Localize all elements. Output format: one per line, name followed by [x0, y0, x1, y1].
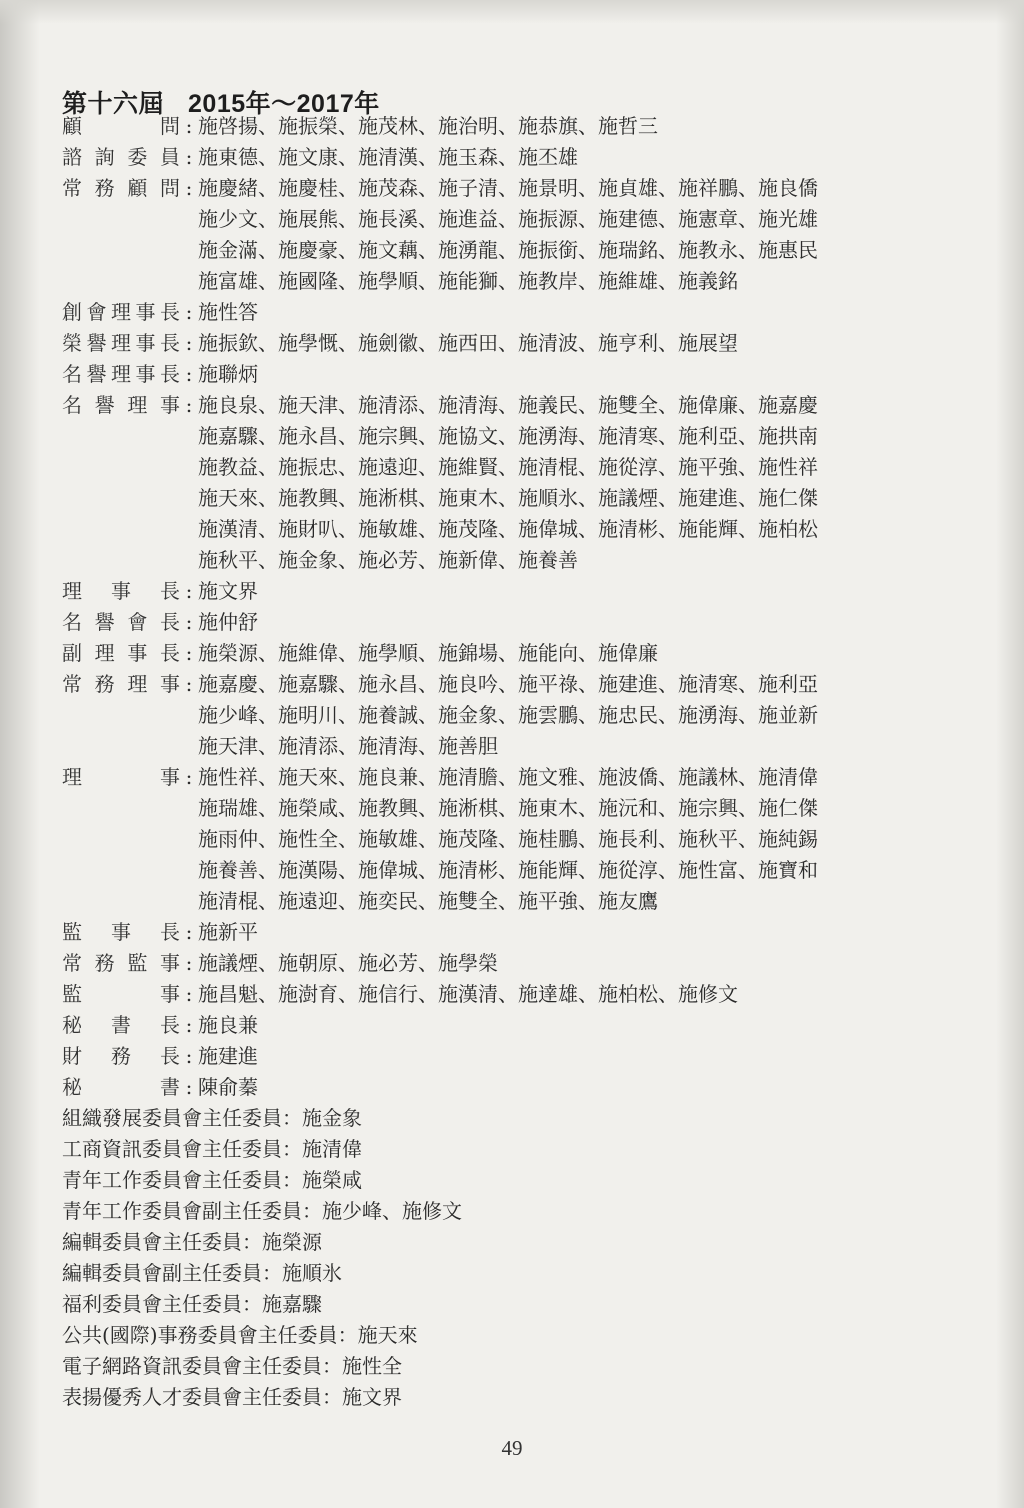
role-label-char: 事 — [111, 920, 131, 944]
committee-chair-line: 編輯委員會副主任委員：施順氷 — [62, 1261, 342, 1285]
member-names-line: 施秋平、施金象、施必芳、施新偉、施養善 — [198, 548, 578, 572]
role-label-char: 諮 — [62, 145, 82, 169]
role-label-char: 務 — [94, 176, 115, 200]
role-label — [62, 111, 180, 142]
member-names-line: 施天津、施清添、施清海、施善胆 — [198, 734, 498, 758]
role-label-char: 事 — [159, 951, 180, 975]
committee-chair-line: 組織發展委員會主任委員：施金象 — [62, 1106, 362, 1130]
roster-row — [62, 359, 942, 390]
member-names-line: 施榮源、施維偉、施學順、施錦場、施能向、施偉廉 — [198, 641, 658, 665]
role-label-char: 監 — [62, 920, 82, 944]
role-label-char: 長 — [160, 920, 180, 944]
member-names-line: 施漢清、施財叭、施敏雄、施茂隆、施偉城、施清彬、施能輝、施柏松 — [198, 517, 818, 541]
member-names — [198, 1041, 942, 1072]
label-colon: : — [185, 641, 193, 665]
role-label-char: 副 — [62, 641, 82, 665]
role-label-char: 事 — [159, 672, 180, 696]
role-label — [62, 607, 180, 638]
committee-chair-line: 表揚優秀人才委員會主任委員：施文界 — [62, 1385, 402, 1409]
roster-row — [62, 1010, 942, 1041]
role-label-char: 譽 — [94, 610, 115, 634]
label-colon: : — [185, 1044, 193, 1068]
role-label — [62, 576, 180, 607]
role-label-char: 事 — [160, 765, 180, 789]
member-names-line: 施性答 — [198, 300, 258, 324]
label-colon: : — [185, 393, 193, 417]
role-label-char: 創 — [62, 300, 82, 324]
roster-row — [62, 142, 942, 173]
member-names-line: 施新平 — [198, 920, 258, 944]
role-label-char: 秘 — [62, 1013, 82, 1037]
role-label — [62, 762, 180, 793]
role-label — [62, 669, 180, 700]
role-label-char: 事 — [135, 362, 156, 386]
role-label-char: 書 — [111, 1013, 131, 1037]
committee-chair-line: 編輯委員會主任委員：施榮源 — [62, 1230, 322, 1254]
member-names-line: 施文界 — [198, 579, 258, 603]
term-label: 第十六屆 — [62, 90, 165, 118]
member-names-line: 施啓揚、施振榮、施茂林、施治明、施恭旗、施哲三 — [198, 114, 658, 138]
role-label-char: 事 — [135, 331, 156, 355]
role-label-char: 詢 — [94, 145, 115, 169]
member-names — [198, 762, 942, 917]
committee-chair-line: 工商資訊委員會主任委員：施清偉 — [62, 1137, 362, 1161]
role-label-char: 書 — [160, 1075, 180, 1099]
role-label-char: 譽 — [94, 393, 115, 417]
member-names — [198, 328, 942, 359]
member-names — [198, 917, 942, 948]
roster-list — [62, 111, 942, 1413]
member-names-line: 施性祥、施天來、施良兼、施清膽、施文雅、施波僑、施議林、施清偉 — [198, 765, 818, 789]
member-names — [198, 390, 942, 576]
page-top-shadow — [0, 0, 1024, 24]
role-label-char: 長 — [160, 1044, 180, 1068]
role-label-char: 名 — [62, 610, 82, 634]
member-names — [198, 576, 942, 607]
role-label — [62, 979, 180, 1010]
role-label — [62, 390, 180, 421]
page-number: 49 — [501, 1436, 523, 1460]
role-label-char: 會 — [86, 300, 107, 324]
member-names-line: 施少文、施展熊、施長溪、施進益、施振源、施建德、施憲章、施光雄 — [198, 207, 818, 231]
member-names — [198, 297, 942, 328]
role-label — [62, 1010, 180, 1041]
role-label-char: 顧 — [62, 114, 82, 138]
member-names — [198, 111, 942, 142]
label-colon: : — [185, 765, 193, 789]
role-label-char: 事 — [127, 641, 148, 665]
member-names-line: 施天來、施教興、施淅棋、施東木、施順氷、施議煙、施建進、施仁傑 — [198, 486, 818, 510]
label-colon: : — [185, 1075, 193, 1099]
role-label-char: 長 — [159, 641, 180, 665]
role-label-char: 理 — [62, 765, 82, 789]
label-colon: : — [185, 672, 193, 696]
role-label — [62, 359, 180, 390]
roster-row — [62, 762, 942, 917]
role-label — [62, 297, 180, 328]
roster-row — [62, 917, 942, 948]
role-label-char: 名 — [62, 362, 82, 386]
role-label-char: 譽 — [86, 331, 107, 355]
page-edge-shadow — [996, 0, 1024, 1508]
label-colon: : — [185, 982, 193, 1006]
committee-chair-line: 福利委員會主任委員：施嘉驟 — [62, 1292, 322, 1316]
role-label-char: 秘 — [62, 1075, 82, 1099]
committee-chair-line: 電子網路資訊委員會主任委員：施性全 — [62, 1354, 402, 1378]
member-names-line: 施昌魁、施澍育、施信行、施漢清、施達雄、施柏松、施修文 — [198, 982, 738, 1006]
role-label-char: 監 — [62, 982, 82, 1006]
roster-row — [62, 607, 942, 638]
term-years: 2015年～2017年 — [188, 90, 380, 118]
role-label — [62, 1072, 180, 1103]
member-names-line: 施仲舒 — [198, 610, 258, 634]
role-label-char: 名 — [62, 393, 82, 417]
member-names-line: 施教益、施振忠、施遠迎、施維賢、施清棍、施從淳、施平強、施性祥 — [198, 455, 818, 479]
label-colon: : — [185, 1013, 193, 1037]
member-names — [198, 1072, 942, 1103]
member-names-line: 施嘉慶、施嘉驟、施永昌、施良吟、施平祿、施建進、施清寒、施利亞 — [198, 672, 818, 696]
roster-row — [62, 1041, 942, 1072]
role-label-char: 事 — [111, 579, 131, 603]
member-names-line: 施富雄、施國隆、施學順、施能獅、施教岸、施維雄、施義銘 — [198, 269, 738, 293]
role-label-char: 常 — [62, 176, 82, 200]
member-names-line: 施清棍、施遠迎、施奕民、施雙全、施平強、施友鷹 — [198, 889, 658, 913]
role-label-char: 財 — [62, 1044, 82, 1068]
member-names — [198, 359, 942, 390]
role-label-char: 問 — [159, 176, 180, 200]
committee-chair-line: 青年工作委員會副主任委員：施少峰、施修文 — [62, 1199, 462, 1223]
label-colon: : — [185, 920, 193, 944]
role-label-char: 顧 — [127, 176, 148, 200]
page-gutter-shadow — [0, 0, 40, 1508]
role-label-char: 理 — [127, 393, 148, 417]
role-label-char: 長 — [160, 1013, 180, 1037]
label-colon: : — [185, 114, 193, 138]
label-colon: : — [185, 951, 193, 975]
role-label-char: 會 — [127, 610, 148, 634]
roster-row — [62, 669, 942, 762]
roster-row — [62, 948, 942, 979]
role-label-char: 榮 — [62, 331, 82, 355]
role-label-char: 委 — [127, 145, 148, 169]
role-label-char: 長 — [160, 300, 180, 324]
label-colon: : — [185, 610, 193, 634]
role-label-char: 員 — [159, 145, 180, 169]
member-names — [198, 638, 942, 669]
roster-row — [62, 638, 942, 669]
role-label-char: 長 — [160, 579, 180, 603]
role-label-char: 務 — [111, 1044, 131, 1068]
member-names-line: 施振欽、施學慨、施劍徽、施西田、施清波、施亨利、施展望 — [198, 331, 738, 355]
role-label — [62, 1041, 180, 1072]
role-label — [62, 638, 180, 669]
member-names-line: 施建進 — [198, 1044, 258, 1068]
member-names-line: 施良泉、施天津、施清添、施清海、施義民、施雙全、施偉廉、施嘉慶 — [198, 393, 818, 417]
roster-row — [62, 173, 942, 297]
role-label-char: 務 — [94, 672, 115, 696]
role-label — [62, 173, 180, 204]
member-names — [198, 1010, 942, 1041]
role-label-char: 長 — [160, 362, 180, 386]
member-names-line: 施嘉驟、施永昌、施宗興、施協文、施湧海、施清寒、施利亞、施拱南 — [198, 424, 818, 448]
member-names-line: 施慶緒、施慶桂、施茂森、施子清、施景明、施貞雄、施祥鵬、施良僑 — [198, 176, 818, 200]
role-label-char: 理 — [94, 641, 115, 665]
roster-row — [62, 111, 942, 142]
role-label — [62, 328, 180, 359]
member-names — [198, 173, 942, 297]
member-names-line: 施聯炳 — [198, 362, 258, 386]
member-names — [198, 948, 942, 979]
member-names-line: 施少峰、施明川、施養誠、施金象、施雲鵬、施忠民、施湧海、施並新 — [198, 703, 818, 727]
role-label-char: 務 — [94, 951, 115, 975]
role-label-char: 理 — [111, 331, 131, 355]
roster-row — [62, 576, 942, 607]
roster-row — [62, 390, 942, 576]
roster-row — [62, 328, 942, 359]
role-label-char: 監 — [127, 951, 148, 975]
member-names-line: 施雨仲、施性全、施敏雄、施茂隆、施桂鵬、施長利、施秋平、施純錫 — [198, 827, 818, 851]
role-label — [62, 142, 180, 173]
role-label-char: 理 — [111, 362, 131, 386]
member-names-line: 施東德、施文康、施清漢、施玉森、施丕雄 — [198, 145, 578, 169]
role-label-char: 長 — [159, 610, 180, 634]
role-label — [62, 917, 180, 948]
roster-row — [62, 979, 942, 1010]
member-names-line: 施瑞雄、施榮咸、施教興、施淅棋、施東木、施沅和、施宗興、施仁傑 — [198, 796, 818, 820]
member-names — [198, 142, 942, 173]
label-colon: : — [185, 176, 193, 200]
role-label-char: 理 — [127, 672, 148, 696]
role-label-char: 長 — [160, 331, 180, 355]
roster-row — [62, 1072, 942, 1103]
label-colon: : — [185, 362, 193, 386]
member-names-line: 施良兼 — [198, 1013, 258, 1037]
member-names — [198, 979, 942, 1010]
label-colon: : — [185, 300, 193, 324]
role-label-char: 事 — [160, 982, 180, 1006]
member-names-line: 施議煙、施朝原、施必芳、施學榮 — [198, 951, 498, 975]
role-label — [62, 948, 180, 979]
member-names — [198, 669, 942, 762]
role-label-char: 問 — [160, 114, 180, 138]
member-names-line: 施金滿、施慶豪、施文藕、施湧龍、施振銜、施瑞銘、施教永、施惠民 — [198, 238, 818, 262]
member-names-line: 施養善、施漢陽、施偉城、施清彬、施能輝、施從淳、施性富、施寶和 — [198, 858, 818, 882]
label-colon: : — [185, 579, 193, 603]
role-label-char: 事 — [135, 300, 156, 324]
member-names-line: 陳俞蓁 — [198, 1075, 258, 1099]
committee-chair-line: 青年工作委員會主任委員：施榮咸 — [62, 1168, 362, 1192]
label-colon: : — [185, 145, 193, 169]
role-label-char: 常 — [62, 951, 82, 975]
member-names — [198, 607, 942, 638]
role-label-char: 譽 — [86, 362, 107, 386]
committee-chair-line: 公共(國際)事務委員會主任委員：施天來 — [62, 1323, 418, 1347]
label-colon: : — [185, 331, 193, 355]
role-label-char: 理 — [62, 579, 82, 603]
role-label-char: 理 — [111, 300, 131, 324]
role-label-char: 常 — [62, 672, 82, 696]
roster-row — [62, 297, 942, 328]
role-label-char: 事 — [159, 393, 180, 417]
